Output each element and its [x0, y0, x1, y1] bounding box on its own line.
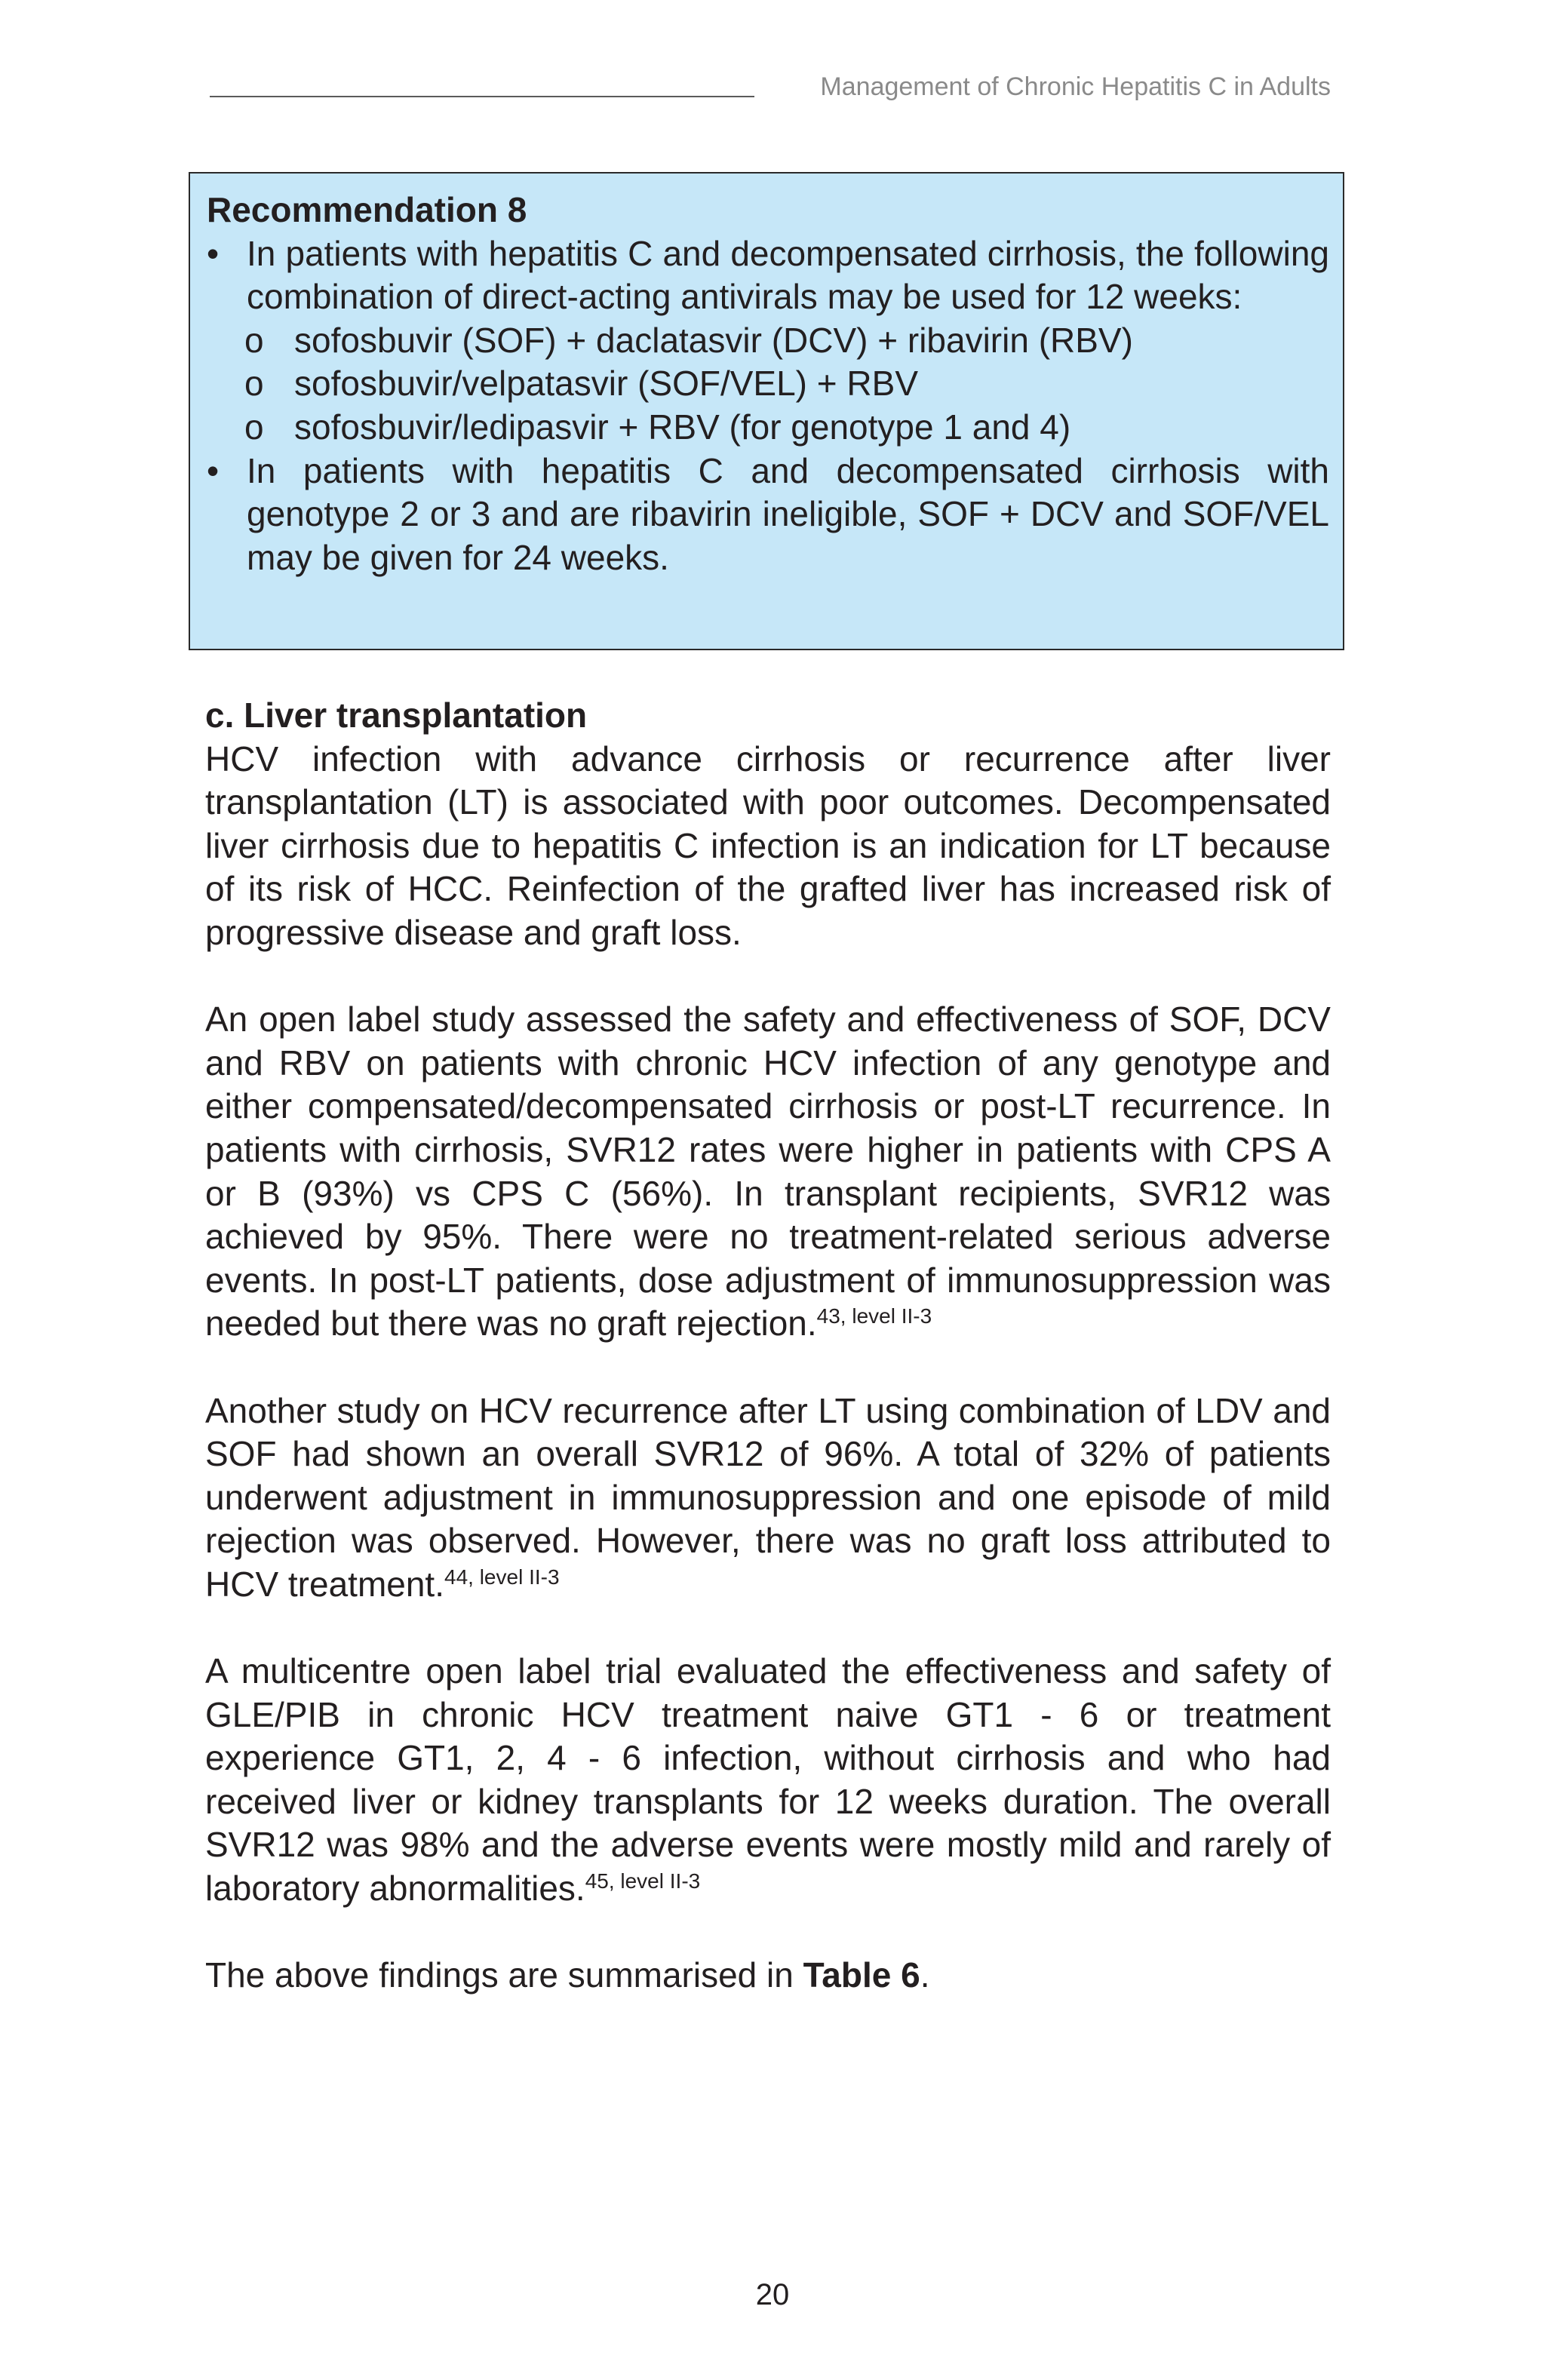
body-paragraph [205, 998, 1331, 1346]
recommendation-bullet [207, 450, 1329, 580]
paragraph-text: Another study on HCV recurrence after LT using combination of LDV and SOF had shown an overall SVR12 of 96%. A total of 32% of patients underwent adjustment in immunosuppression and one episode of mild rejection was observed. However, there was no graft loss attributed to HCV treatment. [205, 1390, 1331, 1604]
paragraph-text: HCV infection with advance cirrhosis or recurrence after liver transplantation (LT) is associated with poor outcomes. Decompensated liver cirrhosis due to hepatitis C infection is an indication for LT because of its risk of HCC. Reinfection of the grafted liver has increased risk of progressive disease and graft loss. [205, 739, 1331, 952]
recommendation-subitem [207, 406, 1329, 450]
subitem-text: sofosbuvir/velpatasvir (SOF/VEL) + RBV [294, 364, 919, 404]
table-reference: Table 6 [803, 1955, 920, 1995]
body-paragraph [205, 738, 1331, 955]
page-number: 20 [755, 2278, 790, 2311]
bullet-marker: • [207, 233, 220, 273]
bullet-text: In patients with hepatitis C and decompensated cirrhosis with genotype 2 or 3 and are ribavirin ineligible, SOF + DCV and SOF/VEL may be given for 24 weeks. [247, 450, 1329, 577]
evidence-reference: 43, level II-3 [816, 1304, 932, 1328]
paragraph-text: A multicentre open label trial evaluated the effectiveness and safety of GLE/PIB in chronic HCV treatment naive GT1 - 6 or treatment experience GT1, 2, 4 - 6 infection, without cirrhosis and who had received liver or kidney transplants for 12 weeks duration. The overall SVR12 was 98% and the adverse events were mostly mild and rarely of laboratory abnormalities. [205, 1651, 1331, 1909]
paragraph-text: An open label study assessed the safety and effectiveness of SOF, DCV and RBV on patients with chronic HCV infection of any genotype and either compensated/decompensated cirrhosis or post-LT recurrence. In patients with cirrhosis, SVR12 rates were higher in patients with CPS A or B (93%) vs CPS C (56%). In transplant recipients, SVR12 was achieved by 95%. There were no treatment-related serious adverse events. In post-LT patients, dose adjustment of immunosuppression was needed but there was no graft rejection. [205, 1000, 1331, 1344]
summary-prefix: The above findings are summarised in [205, 1955, 803, 1995]
subitem-text: sofosbuvir (SOF) + daclatasvir (DCV) + ribavirin (RBV) [294, 320, 1133, 360]
evidence-reference: 44, level II-3 [444, 1565, 560, 1589]
summary-suffix: . [920, 1955, 930, 1995]
bullet-marker: • [207, 450, 220, 490]
recommendation-bullet [207, 232, 1329, 319]
subitem-marker: o [244, 364, 264, 404]
running-header: Management of Chronic Hepatitis C in Adults [820, 72, 1331, 101]
recommendation-subitem [207, 319, 1329, 363]
subitem-marker: o [244, 320, 264, 360]
bullet-text: In patients with hepatitis C and decompensated cirrhosis, the following combination of direct-acting antivirals may be used for 12 weeks: [247, 233, 1329, 317]
section-body [205, 694, 1331, 1998]
body-paragraph [205, 1650, 1331, 1911]
subitem-text: sofosbuvir/ledipasvir + RBV (for genotype 1 and 4) [294, 407, 1071, 447]
subitem-marker: o [244, 407, 264, 447]
recommendation-subitem [207, 362, 1329, 406]
summary-paragraph [205, 1954, 1331, 1998]
recommendation-box [189, 172, 1344, 650]
body-paragraph [205, 1390, 1331, 1607]
recommendation-title: Recommendation 8 [207, 190, 527, 229]
section-heading: c. Liver transplantation [205, 696, 588, 735]
header-rule [210, 96, 754, 97]
evidence-reference: 45, level II-3 [585, 1869, 701, 1893]
